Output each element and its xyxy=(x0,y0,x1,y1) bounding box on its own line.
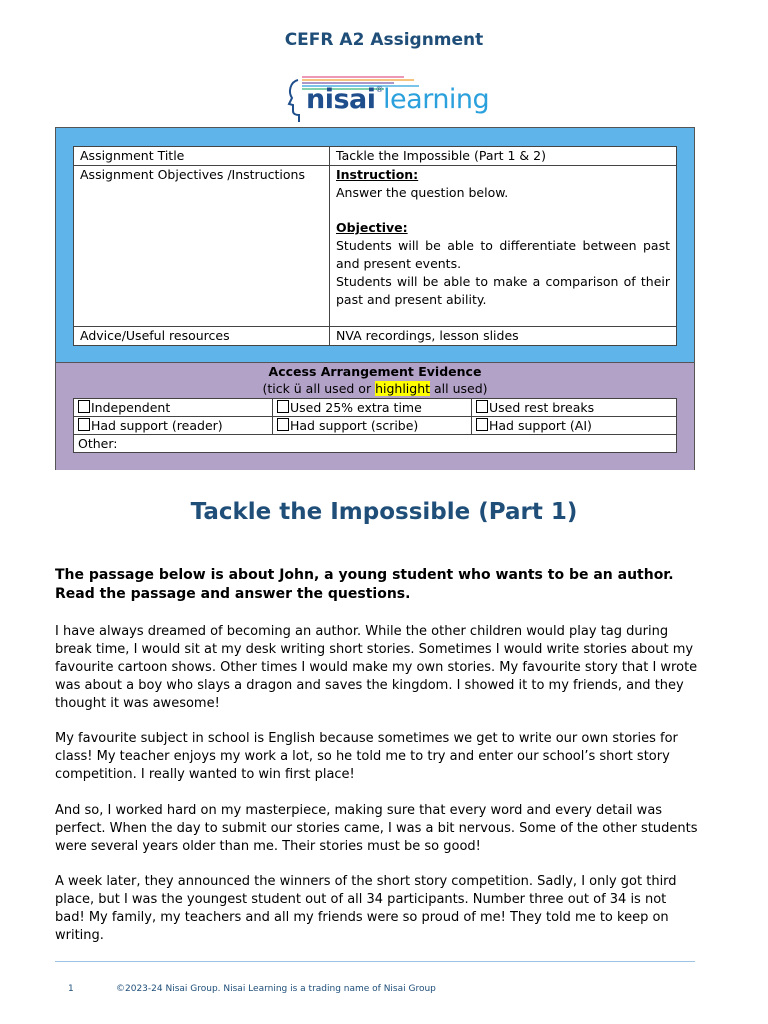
footer-divider xyxy=(55,961,695,962)
objectives-cell[interactable] xyxy=(330,166,677,327)
checkbox-icon[interactable] xyxy=(277,418,289,431)
section-title: Tackle the Impossible (Part 1) xyxy=(190,499,578,525)
option-rest-breaks[interactable]: Used rest breaks xyxy=(472,399,677,417)
logo-trademark: ® xyxy=(375,85,384,94)
passage-paragraph-1: I have always dreamed of becoming an author. While the other children would play tag during break time, I would sit at my desk writing short stories. Sometimes I would write stories about my favourite cartoon shows. Other times I would make my own stories. My favourite story that I wrote was about a boy who slays a dragon and saves the kingdom. I showed it to my friends, and they thought it was awesome! xyxy=(55,624,698,711)
table-row xyxy=(74,166,677,327)
passage-paragraph-3: And so, I worked hard on my masterpiece, making sure that every word and every detail was perfect. When the day to submit our stories came, I was a bit nervous. Some of the other students were several years older than me. Their stories must be so good! xyxy=(55,803,698,854)
instruction-heading: Instruction: xyxy=(336,167,419,182)
passage-paragraph-4: A week later, they announced the winners of the short story competition. Sadly, I only got third place, but I was the youngest student out of all 34 participants. Number three out of 34 is not bad! My family, my teachers and all my friends were so proud of me! They told me to keep on writing. xyxy=(55,874,677,943)
passage-intro: The passage below is about John, a young student who wants to be an author. Read the passage and answer the questions. xyxy=(55,567,674,602)
assignment-info-table xyxy=(73,146,677,346)
checkbox-icon[interactable] xyxy=(78,400,90,413)
access-arrangement-subtitle: (tick ü all used or highlight all used) xyxy=(262,381,488,396)
access-arrangement-table xyxy=(73,398,677,453)
footer-copyright: ©2023-24 Nisai Group. Nisai Learning is a trading name of Nisai Group xyxy=(116,984,436,994)
instruction-text: Answer the question below. xyxy=(336,185,509,200)
assignment-title-value[interactable]: Tackle the Impossible (Part 1 & 2) xyxy=(330,147,677,166)
checkbox-icon[interactable] xyxy=(78,418,90,431)
logo-product-text: learning xyxy=(383,84,490,115)
highlight-word: highlight xyxy=(375,381,431,396)
nisai-learning-logo xyxy=(284,74,490,126)
objective-line-2: Students will be able to make a comparison of their past and present ability. xyxy=(336,274,670,307)
passage-paragraph-2: My favourite subject in school is English because sometimes we get to write our own stories for class! My teacher enjoys my work a lot, so he told me to try and enter our school’s short story competition. I really wanted to win first place! xyxy=(55,731,678,782)
logo-brand-text: nisai xyxy=(306,84,376,115)
table-row xyxy=(74,327,677,346)
assignment-title-label: Assignment Title xyxy=(74,147,330,166)
option-support-reader[interactable]: Had support (reader) xyxy=(74,417,273,435)
option-extra-time[interactable]: Used 25% extra time xyxy=(273,399,472,417)
objective-heading: Objective: xyxy=(336,220,408,235)
objectives-label: Assignment Objectives /Instructions xyxy=(74,166,330,327)
table-row xyxy=(74,399,677,417)
resources-label: Advice/Useful resources xyxy=(74,327,330,346)
checkbox-icon[interactable] xyxy=(476,418,488,431)
option-support-scribe[interactable]: Had support (scribe) xyxy=(273,417,472,435)
option-support-ai[interactable]: Had support (AI) xyxy=(472,417,677,435)
option-independent[interactable]: Independent xyxy=(74,399,273,417)
table-row xyxy=(74,147,677,166)
checkbox-icon[interactable] xyxy=(277,400,289,413)
access-arrangement-title: Access Arrangement Evidence xyxy=(268,364,482,379)
checkbox-icon[interactable] xyxy=(476,400,488,413)
footer-page-number: 1 xyxy=(68,984,74,994)
assignment-form xyxy=(55,127,695,470)
table-row xyxy=(74,417,677,435)
objective-line-1: Students will be able to differentiate between past and present events. xyxy=(336,238,670,271)
page-header-title: CEFR A2 Assignment xyxy=(284,30,484,50)
table-row xyxy=(74,435,677,453)
other-field[interactable]: Other: xyxy=(74,435,677,453)
resources-value[interactable]: NVA recordings, lesson slides xyxy=(330,327,677,346)
